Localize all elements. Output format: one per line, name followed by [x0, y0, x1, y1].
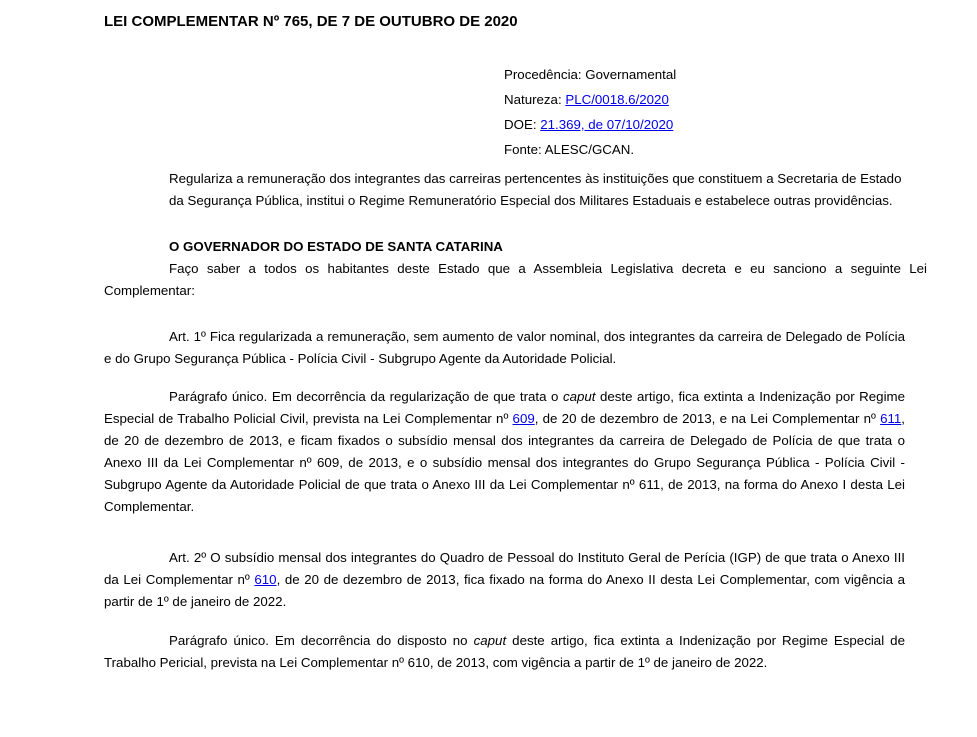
text-run: Faço saber a todos os habitantes deste Estado que a Assembleia Legislativa decreta e eu sanciono a seguinte Lei Complementar: — [104, 261, 927, 298]
law-reference-link[interactable]: 609 — [512, 411, 535, 426]
meta-line-procedencia — [504, 62, 927, 87]
text-run: deste artigo, fica extinta a Indenização por Regime Especial de Trabalho Policial Civil, prevista na Lei Complementar nº — [104, 389, 905, 426]
text-run: deste artigo, fica extinta a Indenização por Regime Especial de Trabalho Pericial, prevista na Lei Complementar nº 610, de 2013, com vigência a partir de 1º de janeiro de 2022. — [104, 633, 905, 670]
text-run: , de 20 de dezembro de 2013, e na Lei Complementar nº — [534, 411, 881, 426]
article-2-paragraph — [104, 547, 905, 613]
meta-line-doe — [504, 112, 927, 137]
metadata-block — [504, 62, 927, 162]
law-reference-link[interactable]: 610 — [254, 572, 277, 587]
meta-line-natureza — [504, 87, 927, 112]
document-content — [104, 0, 927, 674]
text-run: , de 20 de dezembro de 2013, fica fixado na forma do Anexo II desta Lei Complementar, com vigência a partir de 1º de janeiro de 2022. — [104, 572, 905, 609]
text-run: caput — [562, 389, 596, 404]
text-run: caput — [473, 633, 507, 648]
text-run: Parágrafo único. Em decorrência da regularização de que trata o — [169, 389, 563, 404]
law-reference-link[interactable]: PLC/0018.6/2020 — [565, 92, 669, 107]
text-run: Procedência: Governamental — [504, 67, 677, 82]
preamble-heading: O GOVERNADOR DO ESTADO DE SANTA CATARINA — [169, 239, 503, 254]
article-2-paragrafo-unico — [104, 630, 905, 674]
text-run: Parágrafo único. Em decorrência do disposto no — [169, 633, 474, 648]
text-run: Art. 2º O subsídio mensal dos integrantes do Quadro de Pessoal do Instituto Geral de Perícia (IGP) de que trata o Anexo III da Lei Complementar nº — [104, 550, 905, 587]
article-1-paragrafo-unico — [104, 386, 905, 518]
law-reference-link[interactable]: 611 — [880, 411, 902, 426]
text-run: Fonte: ALESC/GCAN. — [504, 142, 635, 157]
article-1-paragraph — [104, 326, 905, 370]
text-run: , de 20 de dezembro de 2013, e ficam fixados o subsídio mensal dos integrantes da carreira de Delegado de Polícia de que trata o Anexo III da Lei Complementar nº 609, de 2013, e o subsídio mensal dos integrantes do Grupo Segurança Pública - Polícia Civil - Subgrupo Agente da Autoridade Policial de que trata o Anexo III da Lei Complementar nº 611, de 2013, na forma do Anexo I desta Lei Complementar. — [104, 411, 905, 514]
text-run: DOE: — [504, 117, 541, 132]
law-reference-link[interactable]: 21.369, de 07/10/2020 — [540, 117, 674, 132]
preamble-paragraph — [104, 258, 927, 302]
text-run: Art. 1º Fica regularizada a remuneração, sem aumento de valor nominal, dos integrantes da carreira de Delegado de Polícia e do Grupo Segurança Pública - Polícia Civil - Subgrupo Agente da Autoridade Policial. — [104, 329, 905, 366]
text-run: Natureza: — [504, 92, 566, 107]
ementa-summary: Regulariza a remuneração dos integrantes das carreiras pertencentes às instituições que constituem a Secretaria de Estado da Segurança Pública, institui o Regime Remuneratório Especial dos Militares Estaduais e estabelece outras providências. — [169, 171, 902, 208]
document-title: LEI COMPLEMENTAR Nº 765, DE 7 DE OUTUBRO DE 2020 — [104, 13, 518, 30]
meta-line-fonte — [504, 137, 927, 162]
